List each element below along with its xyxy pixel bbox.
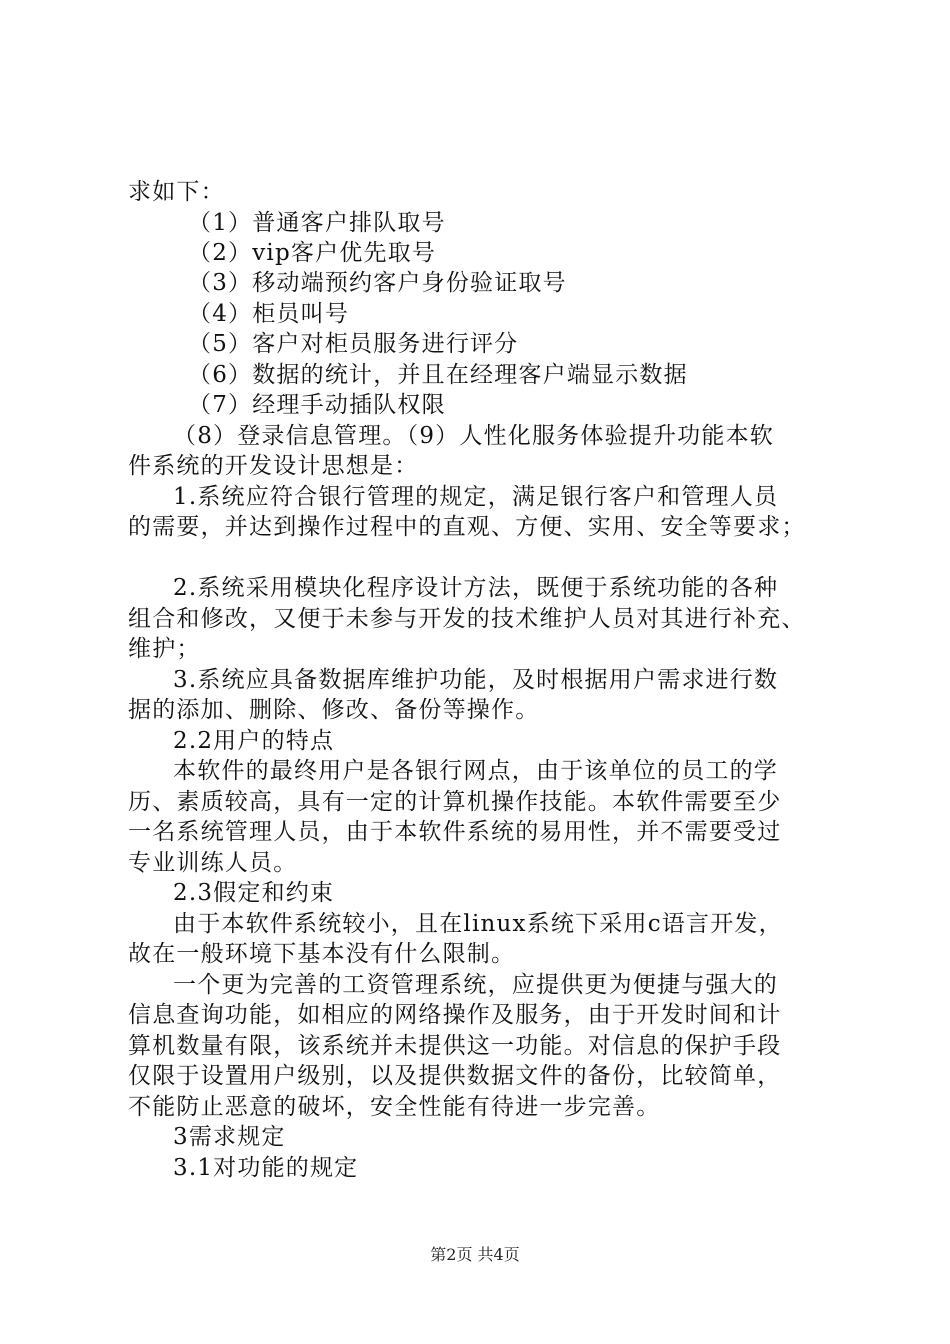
body-text-line: 不能防止恶意的破坏，安全性能有待进一步完善。 — [128, 1094, 661, 1120]
body-text-line: 由于本软件系统较小，且在linux系统下采用c语言开发， — [173, 911, 783, 937]
body-text-line: 本软件的最终用户是各银行网点，由于该单位的员工的学 — [173, 758, 778, 784]
section-heading-3-1: 3.1对功能的规定 — [173, 1155, 359, 1181]
body-text-line: 仅限于设置用户级别，以及提供数据文件的备份，比较简单， — [128, 1063, 782, 1089]
list-item-8-9: （8）登录信息管理。（9）人性化服务体验提升功能本软 — [173, 423, 774, 449]
body-text-line: 维护； — [128, 636, 201, 662]
section-heading-2-3: 2.3假定和约束 — [173, 880, 335, 906]
list-item-3: （3）移动端预约客户身份验证取号 — [188, 270, 567, 296]
list-item-7: （7）经理手动插队权限 — [188, 392, 446, 418]
body-text-line: 据的添加、删除、修改、备份等操作。 — [128, 697, 540, 723]
body-text-line: 算机数量有限，该系统并未提供这一功能。对信息的保护手段 — [128, 1033, 782, 1059]
list-item-2: （2）vip客户优先取号 — [188, 240, 437, 266]
body-text-line: 历、素质较高，具有一定的计算机操作技能。本软件需要至少 — [128, 789, 782, 815]
design-point-2: 2.系统采用模块化程序设计方法，既便于系统功能的各种 — [173, 575, 779, 601]
list-item-6: （6）数据的统计，并且在经理客户端显示数据 — [188, 362, 688, 388]
section-heading-3: 3需求规定 — [173, 1124, 286, 1150]
list-item-4: （4）柜员叫号 — [188, 301, 350, 327]
body-text-line: 件系统的开发设计思想是： — [128, 453, 419, 479]
section-heading-2-2: 2.2用户的特点 — [173, 728, 335, 754]
body-text-line: 一个更为完善的工资管理系统，应提供更为便捷与强大的 — [173, 972, 778, 998]
body-text-line: 专业训练人员。 — [128, 850, 298, 876]
body-text-line: 一名系统管理人员，由于本软件系统的易用性，并不需要受过 — [128, 819, 782, 845]
design-point-1: 1.系统应符合银行管理的规定，满足银行客户和管理人员 — [173, 484, 779, 510]
body-text-line: 求如下： — [128, 179, 225, 205]
body-text-line: 组合和修改，又便于未参与开发的技术维护人员对其进行补充、 — [128, 606, 806, 632]
design-point-3: 3.系统应具备数据库维护功能，及时根据用户需求进行数 — [173, 667, 779, 693]
list-item-5: （5）客户对柜员服务进行评分 — [188, 331, 519, 357]
list-item-1: （1）普通客户排队取号 — [188, 210, 446, 236]
body-text-line: 故在一般环境下基本没有什么限制。 — [128, 941, 516, 967]
body-text-line: 信息查询功能，如相应的网络操作及服务，由于开发时间和计 — [128, 1002, 782, 1028]
page-footer: 第2页 共4页 — [430, 1245, 520, 1264]
body-text-line: 的需要，并达到操作过程中的直观、方便、实用、安全等要求； — [128, 514, 806, 540]
